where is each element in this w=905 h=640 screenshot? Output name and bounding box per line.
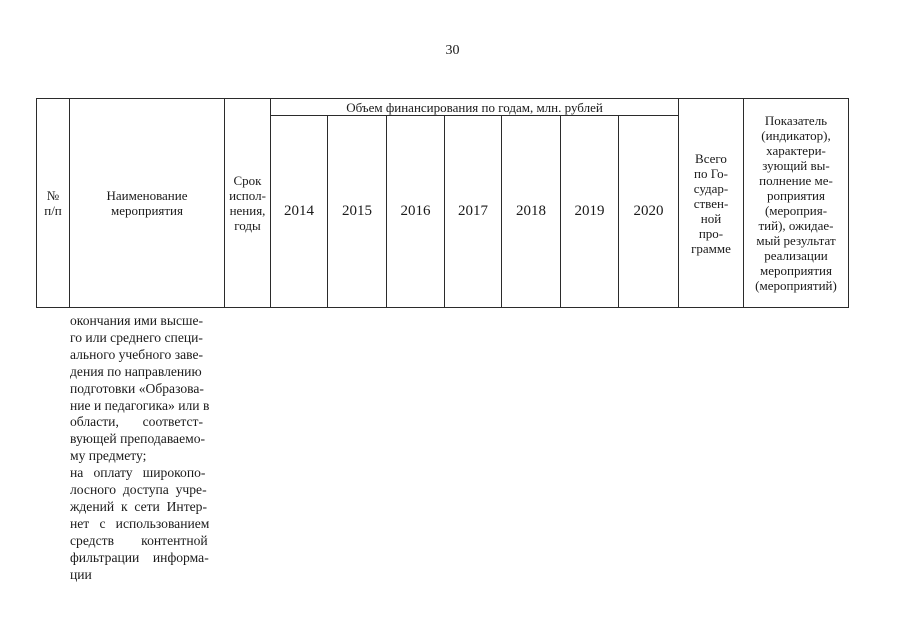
header-indicator-text: Показатель (индикатор), характери- зующий вы- полнение ме- роприятия (мероприя- тий), ожидае- мый результат реализации мероприятия (мероприятий) bbox=[755, 113, 837, 293]
year-2020: 2020 bbox=[619, 116, 679, 308]
text-line: ждений к сети Интер- bbox=[70, 498, 207, 514]
year-2018: 2018 bbox=[502, 116, 561, 308]
text-line: области, соответст- bbox=[70, 414, 203, 430]
header-name bbox=[70, 99, 225, 308]
header-num bbox=[37, 99, 70, 308]
header-indicator bbox=[744, 99, 849, 308]
header-total-text: Всего по Го- судар- ствен- ной про- грамме bbox=[691, 150, 731, 256]
year-2019: 2019 bbox=[561, 116, 619, 308]
year-2015: 2015 bbox=[328, 116, 387, 308]
text-line: ние и педагогика» или в bbox=[70, 397, 210, 413]
header-term bbox=[225, 99, 271, 308]
text-line: му предмету; bbox=[70, 448, 147, 464]
text-line: вующей преподаваемо- bbox=[70, 431, 206, 447]
header-name-text: Наименование мероприятия bbox=[106, 188, 188, 218]
text-line: лосного доступа учре- bbox=[70, 482, 207, 498]
year-2016: 2016 bbox=[387, 116, 445, 308]
text-line: средств контентной bbox=[70, 532, 208, 548]
measure-description bbox=[70, 313, 224, 584]
header-funding: Объем финансирования по годам, млн. рублей bbox=[271, 99, 679, 116]
text-line: дения по направлению bbox=[70, 363, 202, 379]
text-line: го или среднего специ- bbox=[70, 329, 203, 345]
text-line: ального учебного заве- bbox=[70, 346, 204, 362]
year-2014: 2014 bbox=[271, 116, 328, 308]
header-term-text: Срок испол- нения, годы bbox=[229, 173, 266, 233]
text-line: фильтрации информа- bbox=[70, 549, 209, 565]
funding-table bbox=[36, 98, 849, 308]
header-total bbox=[679, 99, 744, 308]
text-line: на оплату широкопо- bbox=[70, 465, 206, 481]
text-line: окончания ими высше- bbox=[70, 313, 204, 328]
text-line: подготовки «Образова- bbox=[70, 380, 204, 396]
page-number: 30 bbox=[445, 43, 460, 58]
text-line: нет с использованием bbox=[70, 515, 210, 531]
header-num-text: № п/п bbox=[44, 188, 62, 218]
text-line: ции bbox=[70, 566, 92, 582]
year-2017: 2017 bbox=[445, 116, 502, 308]
